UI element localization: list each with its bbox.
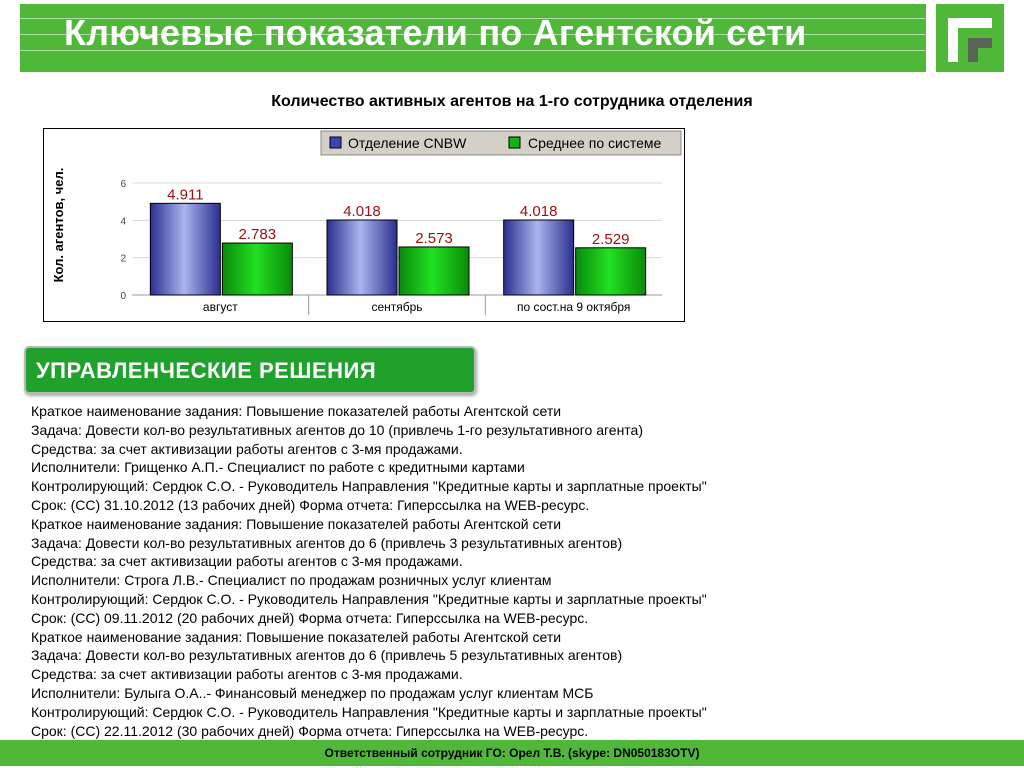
bar-cnbw xyxy=(327,220,397,295)
task-line: Краткое наименование задания: Повышение показателей работы Агентской сети xyxy=(31,515,562,532)
task-list xyxy=(31,402,1011,740)
bar-value-label: 4.018 xyxy=(519,202,558,220)
bar-value-label: 2.573 xyxy=(415,229,453,247)
legend-swatch-cnbw xyxy=(330,137,341,148)
task-line: Исполнители: Строга Л.В.- Специалист по продажам розничных услуг клиентам xyxy=(31,572,552,589)
legend-label-average: Среднее по системе xyxy=(528,135,662,151)
task-line: Контролирующий: Сердюк С.О. - Руководитель Направления "Кредитные карты и зарплатные проекты" xyxy=(31,703,707,720)
y-axis-label: Кол. агентов, чел. xyxy=(51,167,66,283)
logo-mark-notch xyxy=(978,48,992,62)
task-line: Задача: Довести кол-во результативных агентов до 6 (привлечь 5 результативных агентов) xyxy=(31,647,623,664)
management-decisions-box xyxy=(24,346,476,394)
task-line: Средства: за счет активизации работы агентов с 3-мя продажами. xyxy=(31,666,463,683)
y-tick-label: 4 xyxy=(120,216,126,228)
task-line: Средства: за счет активизации работы агентов с 3-мя продажами. xyxy=(31,440,463,457)
bar-cnbw xyxy=(150,203,220,295)
management-decisions-title: УПРАВЛЕНЧЕСКИЕ РЕШЕНИЯ xyxy=(36,358,377,383)
chart-legend xyxy=(321,131,681,155)
bar-average xyxy=(576,248,646,295)
x-category-label: август xyxy=(202,300,238,314)
task-line: Срок: (СС) 31.10.2012 (13 рабочих дней) Форма отчета: Гиперссылка на WEB-ресурс. xyxy=(31,496,590,513)
bar-value-label: 4.911 xyxy=(167,186,204,204)
task-line: Средства: за счет активизации работы агентов с 3-мя продажами. xyxy=(31,553,463,570)
task-line: Исполнители: Грищенко А.П.- Специалист по работе с кредитными картами xyxy=(31,459,525,476)
task-line: Краткое наименование задания: Повышение показателей работы Агентской сети xyxy=(31,628,562,645)
y-tick-label: 0 xyxy=(120,291,126,302)
x-category-label: по сост.на 9 октября xyxy=(516,300,631,314)
bar-cnbw xyxy=(504,220,574,295)
task-line: Срок: (СС) 09.11.2012 (20 рабочих дней) Форма отчета: Гиперссылка на WEB-ресурс. xyxy=(31,609,589,626)
footer-responsible-contact: Ответственный сотрудник ГО: Орел Т.В. (skype: DN050183OTV) xyxy=(324,746,700,760)
chart-canvas xyxy=(44,129,684,321)
task-line: Краткое наименование задания: Повышение показателей работы Агентской сети xyxy=(31,403,562,419)
task-line: Исполнители: Булыга О.А..- Финансовый менеджер по продажам услуг клиентам МСБ xyxy=(31,684,594,701)
y-tick-label: 6 xyxy=(120,179,126,190)
legend-swatch-average xyxy=(509,137,520,148)
task-line: Задача: Довести кол-во результативных агентов до 6 (привлечь 3 результативных агентов) xyxy=(31,534,623,551)
y-tick-label: 2 xyxy=(120,253,126,265)
chart-title: Количество активных агентов на 1-го сотрудника отделения xyxy=(271,93,753,110)
bar-value-label: 2.783 xyxy=(238,226,277,244)
bar-average xyxy=(222,243,292,295)
footer-bar xyxy=(0,740,1024,766)
task-line: Срок: (СС) 22.11.2012 (30 рабочих дней) Форма отчета: Гиперссылка на WEB-ресурс. xyxy=(31,722,589,739)
legend-label-cnbw: Отделение CNBW xyxy=(348,135,467,151)
bar-chart xyxy=(43,128,685,322)
task-line: Контролирующий: Сердюк С.О. - Руководитель Направления "Кредитные карты и зарплатные проекты" xyxy=(31,478,707,495)
bar-average xyxy=(399,247,469,295)
bar-value-label: 4.018 xyxy=(343,202,381,220)
x-category-label: сентябрь xyxy=(371,300,423,314)
page-title: Ключевые показатели по Агентской сети xyxy=(64,12,807,53)
bar-value-label: 2.529 xyxy=(591,230,630,248)
task-line: Контролирующий: Сердюк С.О. - Руководитель Направления "Кредитные карты и зарплатные проекты" xyxy=(31,590,707,607)
task-line: Задача: Довести кол-во результативных агентов до 10 (привлечь 1-го результативного агента) xyxy=(31,421,644,438)
